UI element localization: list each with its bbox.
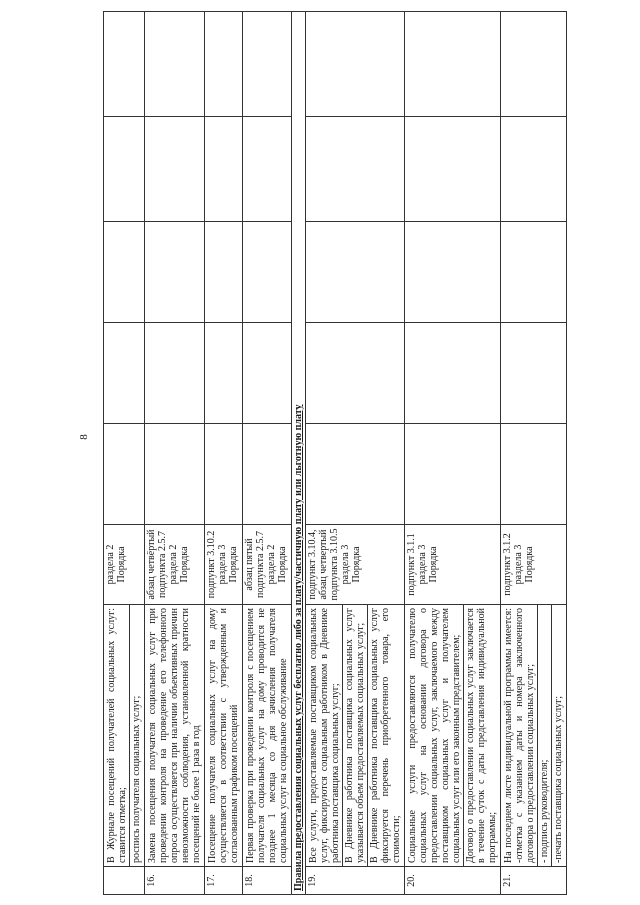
requirement-part: роспись получателя социальных услуг; xyxy=(129,605,143,866)
answer-cell xyxy=(205,12,243,117)
requirement-part: Договор о предоставлении социальных услуг заключается в течение суток с даты представления индивидуальной программы; xyxy=(463,605,499,866)
requirement-part: Замена посещения получателя социальных услуг при проведении контроля на проведение его телефонного опроса осуществляется при наличии объективных причин невозможности соблюдения, установленной кратности посещений не более 1 раза в год xyxy=(147,608,202,863)
answer-cell xyxy=(104,424,145,525)
answer-cell xyxy=(104,117,145,222)
row-number: 21. xyxy=(501,867,567,895)
row-number xyxy=(104,867,145,895)
row-number: 17. xyxy=(205,867,243,895)
requirement-part: Все услуги, предоставляемые поставщиком социальных услуг, фиксируются социальным работником в Дневнике работника поставщика социальных услуг; xyxy=(308,608,341,863)
section-row xyxy=(292,12,306,895)
requirement-part: Посещение получателя социальных услуг на дому осуществляется в соответствии с утвержденным и согласованным графиком посещений xyxy=(207,608,240,863)
answer-cell xyxy=(501,222,567,323)
answer-cell xyxy=(205,117,243,222)
requirement-text xyxy=(306,605,405,867)
answer-cell xyxy=(243,323,292,424)
rotated-table-wrapper xyxy=(103,12,616,895)
answer-cell xyxy=(145,323,205,424)
requirement-part: На последнем листе индивидуальной программы имеется: -отметка с указанием даты и номера заключенного договора о предоставлении социальных услуг; xyxy=(503,608,536,863)
answer-cell xyxy=(405,323,501,424)
table-row xyxy=(104,12,145,895)
regulation-reference: подпункт 3.1.1 раздела 3 Порядка xyxy=(405,525,501,605)
checklist-table xyxy=(103,11,567,895)
answer-cell xyxy=(243,424,292,525)
answer-cell xyxy=(405,12,501,117)
requirement-text xyxy=(104,605,145,867)
answer-cell xyxy=(145,12,205,117)
answer-cell xyxy=(205,222,243,323)
requirement-text xyxy=(243,605,292,867)
answer-cell xyxy=(405,222,501,323)
table-row xyxy=(205,12,243,895)
table-row xyxy=(145,12,205,895)
requirement-part: В Дневнике работника поставщика социальных услуг указывается объем предоставляемых социальных услуг; xyxy=(342,605,367,866)
row-number: 20. xyxy=(405,867,501,895)
requirement-text xyxy=(145,605,205,867)
regulation-reference: подпункт 3.10.4, абзац четвертый подпункта 3.10.5 раздела 3 Порядка xyxy=(306,525,405,605)
requirement-part: В Дневнике работника поставщика социальных услуг фиксируется перечень приобретенного товара, его стоимости; xyxy=(367,605,403,866)
table-row xyxy=(501,12,567,895)
answer-cell xyxy=(405,117,501,222)
requirement-part: Социальные услуги предоставляются получателю социальных услуг на основании договора о предоставлении социальных услуг, заключаемого между поставщиком социальных услуг и получателем социальных услуг или его законным представителем; xyxy=(407,608,462,863)
answer-cell xyxy=(145,117,205,222)
answer-cell xyxy=(243,222,292,323)
answer-cell xyxy=(501,117,567,222)
requirement-part: В Журнале посещений получателей социальных услуг: ставится отметка; xyxy=(106,608,128,863)
answer-cell xyxy=(104,323,145,424)
requirement-text xyxy=(501,605,567,867)
requirement-part: Первая проверка при проведении контроля с посещением получателя социальных услуг на дому проводится не позднее 1 месяца со дня зачисления получателя социальных услуг на социальное обслуживание xyxy=(245,608,289,863)
requirement-text xyxy=(205,605,243,867)
answer-cell xyxy=(501,12,567,117)
row-number: 16. xyxy=(145,867,205,895)
answer-cell xyxy=(306,12,405,117)
answer-cell xyxy=(243,117,292,222)
answer-cell xyxy=(145,222,205,323)
answer-cell xyxy=(306,222,405,323)
answer-cell xyxy=(104,12,145,117)
table-row xyxy=(306,12,405,895)
table-row xyxy=(243,12,292,895)
table-row xyxy=(405,12,501,895)
requirement-part: -печать поставщика социальных услуг; xyxy=(551,605,565,866)
row-number: 18. xyxy=(243,867,292,895)
regulation-reference: абзац пятый подпункта 2.5.7 раздела 2 Порядка xyxy=(243,525,292,605)
section-heading: Правила предоставления социальных услуг бесплатно либо за плату/частичную плату или льготную плату xyxy=(292,12,306,895)
answer-cell xyxy=(104,222,145,323)
answer-cell xyxy=(306,424,405,525)
regulation-reference: раздела 2 Порядка xyxy=(104,525,145,605)
requirement-text xyxy=(405,605,501,867)
answer-cell xyxy=(405,424,501,525)
page-number: 8 xyxy=(78,434,90,440)
regulation-reference: абзац четвёртый подпункта 2.5.7 раздела 2 Порядка xyxy=(145,525,205,605)
answer-cell xyxy=(145,424,205,525)
regulation-reference: подпункт 3.1.2 раздела 3 Порядка xyxy=(501,525,567,605)
answer-cell xyxy=(501,323,567,424)
regulation-reference: подпункт 3.10.2 раздела 3 Порядка xyxy=(205,525,243,605)
answer-cell xyxy=(306,117,405,222)
answer-cell xyxy=(501,424,567,525)
row-number: 19. xyxy=(306,867,405,895)
answer-cell xyxy=(306,323,405,424)
requirement-part: - подпись руководителя; xyxy=(537,605,551,866)
answer-cell xyxy=(243,12,292,117)
answer-cell xyxy=(205,424,243,525)
answer-cell xyxy=(205,323,243,424)
